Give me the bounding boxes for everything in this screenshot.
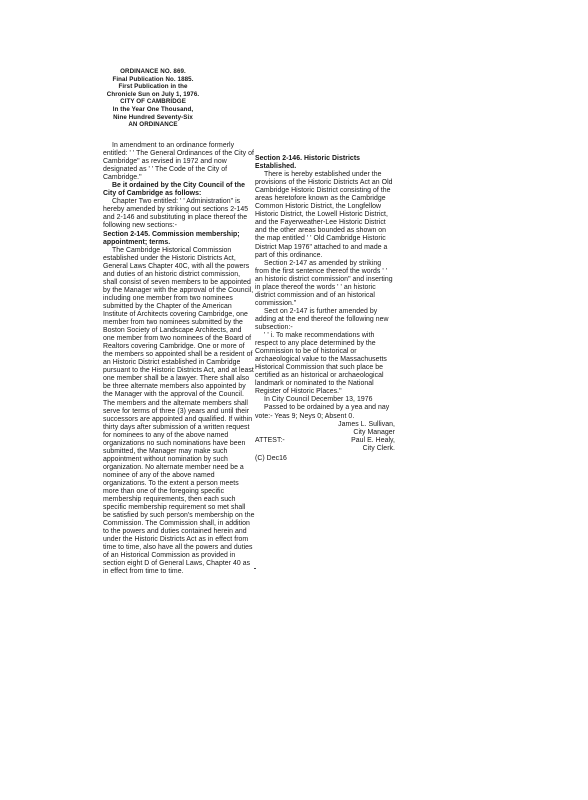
header-line: Chronicle Sun on July 1, 1976. bbox=[106, 90, 200, 98]
dateline: (C) Dec16 bbox=[255, 454, 287, 462]
print-speck bbox=[254, 568, 256, 569]
paragraph: ' ' i. To make recommendations with respect to any place determined by the Commission to be of historical or archaeological value to the Massachusetts Historical Commission that such place be certified as an historical or archaeological landmark or nominated to the National Register of Historic Places." bbox=[255, 332, 387, 396]
signature-block bbox=[255, 421, 395, 463]
council-date: In City Council December 13, 1976 bbox=[264, 396, 373, 404]
paragraph-enacting-clause: Be it ordained by the City Council of the City of Cambridge as follows: bbox=[103, 182, 245, 198]
paragraph: Chapter Two entitled: ' ' Administration" is hereby amended by striking out sections 2-145 and 2-146 and substituting in place thereof the following new sections:- bbox=[103, 198, 249, 230]
paragraph: The Cambridge Historical Commission established under the Historic Districts Act, General Laws Chapter 40C, with all the powers and duties of an historic district commission, shall consist of seven members to be appointed by the Manager with the approval of the Council, including one member from two nominees submitted by the Chapter of the American Institute of Architects covering Cambridge, one member from two nominees submitted by the Boston Society of Landscape Architects, and one member from two nominees of the Board of Realtors covering Cambridge. One or more of the members so appointed shall be a resident of an Historic District established in Cambridge pursuant to the Historic Districts Act, and at least one member shall be a lawyer. There shall also be three alternate members also appointed by the Manager with the approval of the Council. The members and the alternate members shall serve for terms of three (3) years and until their successors are appointed and qualified. If within thirty days after submission of a written request for nominees to any of the above named organizations no such nominations have been submitted, the Manager may make such appointment without nomination by such organization. No alternate member need be a nominee of any of the above named organizations. To the extent a person meets more than one of the foregoing specific membership requirements, then each such specific membership requirement so met shall be satisfied by such person's membership on the Commission. The Commission shall, in addition to the powers and duties contained herein and under the Historic Districts Act as in effect from time to time, also have all the powers and duties of an Historical Commission as provided in section eight D of General Laws, Chapter 40 as in effect from time to time. bbox=[103, 246, 255, 576]
paragraph: There is hereby established under the provisions of the Historic Districts Act an Old Cambridge Historic District consisting of the areas heretofore known as the Cambridge Common Historic District, the Longfellow Historic District, the Lowell Historic District, and the Fayerweather-Lee Historic District and the other areas bounded as shown on the map entitled ' ' Old Cambridge Historic District Map 1976" attached to and made a part of this ordinance. bbox=[255, 171, 393, 259]
ordinance-header bbox=[78, 68, 228, 129]
vote-record: Passed to be ordained by a yea and nay vote:- Yeas 9; Neys 0; Absent 0. bbox=[255, 404, 390, 420]
right-text-column bbox=[255, 155, 395, 463]
header-line: In the Year One Thousand, bbox=[112, 105, 194, 113]
paragraph: Section 2-147 as amended by striking from the first sentence thereof the words ' ' an historic district commission" and inserting in place thereof the words ' ' an historic district commission and of an historical commission." bbox=[255, 259, 393, 307]
section-heading: Section 2-146. Historic Districts Established. bbox=[255, 155, 361, 171]
left-text-column bbox=[103, 142, 255, 577]
header-line: ORDINANCE NO. 869. bbox=[120, 68, 186, 75]
header-line: Final Publication No. 1885. bbox=[112, 75, 194, 83]
header-line: AN ORDINANCE bbox=[128, 121, 178, 129]
header-line: First Publication in the bbox=[118, 83, 188, 91]
signer-title: City Manager bbox=[353, 428, 395, 436]
section-heading: Section 2-145. Commission membership; appointment; terms. bbox=[103, 230, 240, 246]
paragraph: In amendment to an ordinance formerly entitled: ' ' The General Ordinances of the City of Cambridge" as revised in 1972 and now designated as ' ' The Code of the City of Cambridge." bbox=[103, 142, 254, 182]
header-line: Nine Hundred Seventy-Six bbox=[113, 113, 193, 121]
paragraph: Sect on 2-147 is further amended by adding at the end thereof the following new subsection:- bbox=[255, 307, 389, 331]
clerk-title: City Clerk. bbox=[362, 444, 395, 452]
header-line: CITY OF CAMBRIDGE bbox=[120, 98, 186, 106]
attest-row bbox=[255, 437, 395, 445]
clerk-name: Paul E. Healy, bbox=[351, 436, 395, 444]
signer-name: James L. Sullivan, bbox=[338, 420, 395, 428]
attest-label: ATTEST:- bbox=[255, 436, 285, 444]
